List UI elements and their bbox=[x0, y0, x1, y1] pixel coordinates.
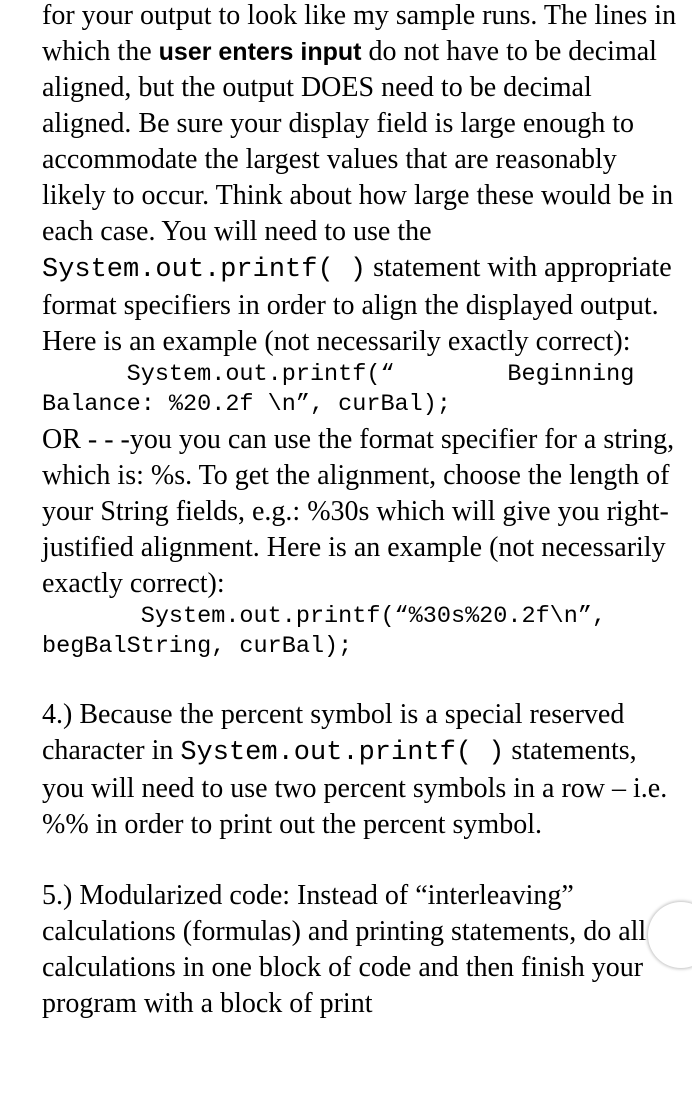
code-printf-inline: System.out.printf( ) bbox=[180, 738, 505, 768]
code-example-1 bbox=[42, 360, 682, 420]
code-printf-inline: System.out.printf( ) bbox=[42, 255, 367, 285]
text-segment: statement with appropriate format specifiers in order to align the displayed output. Here is an example (not necessarily exactly correct): bbox=[42, 252, 672, 357]
text-segment: statements, you will need to use two percent symbols in a row – i.e. %% in order to print out the percent symbol. bbox=[42, 735, 668, 840]
code-line: System.out.printf(“ Beginning bbox=[42, 361, 635, 388]
text-segment: do not have to be decimal aligned, but the output DOES need to be decimal aligned. Be sure your display field is large enough to accommodate the largest values that are reasonably likely to occur. Think about how large these would be in each case. You will need to use the bbox=[42, 36, 674, 247]
code-line: Balance: %20.2f \n”, curBal); bbox=[42, 391, 451, 418]
spacer bbox=[42, 843, 682, 878]
text-segment: for your output to look like my sample runs. The lines in which the bbox=[42, 0, 677, 67]
text-segment: 4.) Because the percent symbol is a special reserved character in bbox=[42, 699, 625, 766]
document-page bbox=[42, 0, 682, 1022]
paragraph-modularized-code: 5.) Modularized code: Instead of “interleaving” calculations (formulas) and printing statements, do all calculations in one block of code and then finish your program with a block of print bbox=[42, 880, 647, 1019]
code-line: System.out.printf(“%30s%20.2f\n”, bbox=[42, 603, 607, 630]
code-example-2 bbox=[42, 602, 682, 662]
paragraph-percent-symbol bbox=[42, 697, 682, 843]
spacer bbox=[42, 662, 682, 697]
code-line: begBalString, curBal); bbox=[42, 633, 353, 660]
bold-user-enters-input: user enters input bbox=[158, 38, 362, 66]
paragraph-string-specifier: OR - - -you you can use the format specifier for a string, which is: %s. To get the alignment, choose the length of your String fields, e.g.: %30s which will give you right-justified alignment. Here is an example (not necessarily exactly correct): bbox=[42, 424, 675, 599]
paragraph-output-instructions bbox=[42, 0, 682, 360]
